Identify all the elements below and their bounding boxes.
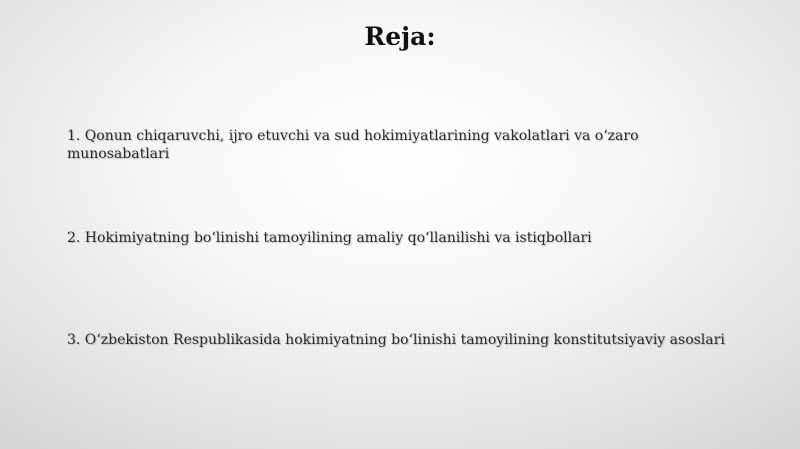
slide-title: Reja:: [364, 22, 436, 51]
plan-item-3: 3. O‘zbekiston Respublikasida hokimiyatning bo‘linishi tamoyilining konstitutsiyaviy asoslari: [67, 332, 725, 348]
plan-item-1: 1. Qonun chiqaruvchi, ijro etuvchi va sud hokimiyatlarining vakolatlari va o‘zaro munosabatlari: [67, 128, 639, 162]
plan-item-2: 2. Hokimiyatning bo‘linishi tamoyilining amaliy qo‘llanilishi va istiqbollari: [67, 230, 592, 246]
